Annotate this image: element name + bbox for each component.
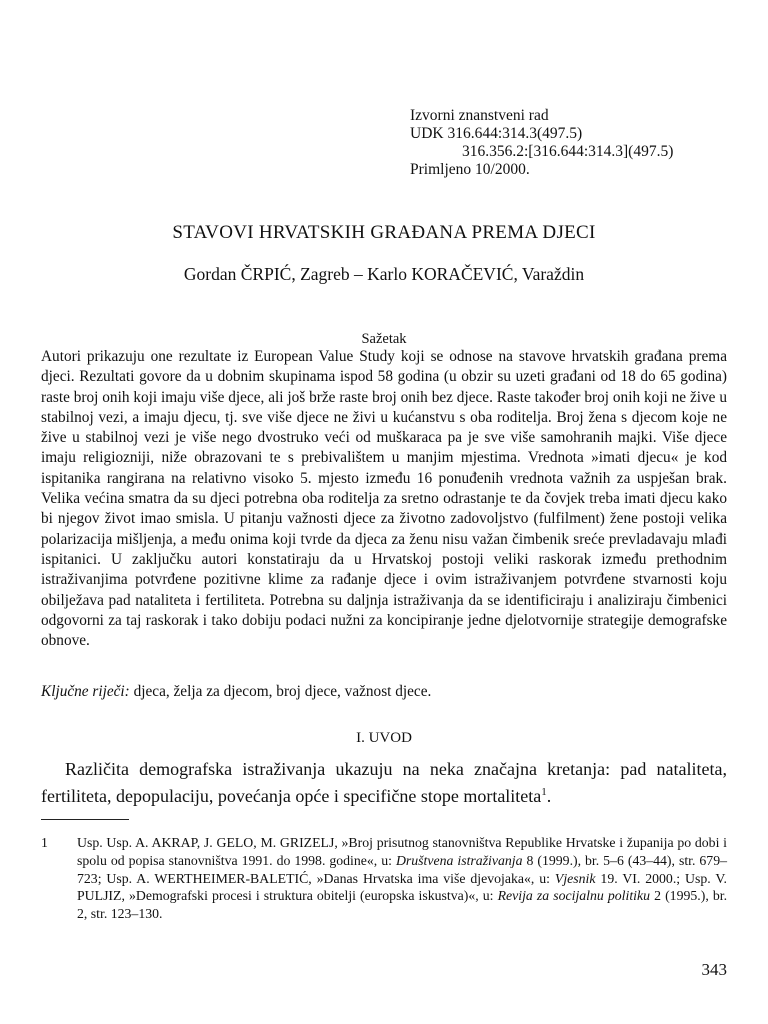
footnote-number: 1 — [41, 835, 48, 850]
journal-title: Revija za socijalnu politiku — [497, 888, 651, 904]
footnote-divider — [41, 819, 129, 820]
keywords-line — [41, 683, 727, 701]
article-metadata — [410, 107, 673, 179]
footnote-reference[interactable]: 1 — [541, 785, 547, 798]
received-date: Primljeno 10/2000. — [410, 161, 530, 178]
journal-title: Vjesnik — [554, 870, 596, 886]
journal-title: Društvena istraživanja — [395, 852, 523, 868]
footnote-part: 8 (1999.), br. 5–6 (43–44), str. 679–723; Usp. A. WERTHEIMER-BALETIĆ, »Danas Hrvatska ima više djevojaka«, u: — [77, 852, 727, 886]
abstract-text: Autori prikazuju one rezultate iz European Value Study koji se odnose na stavove hrvatskih građana prema djeci. Rezultati govore da u dobnim skupinama ispod 58 godina (u obzir su uzeti građani od 18 do 65 godina) raste broj onih koji imaju više djece, ali još brže raste broj onih bez djece. Raste također broj onih koji ne žive u stabilnoj vezi, a imaju djecu, tj. sve više djece ne živi u kućanstvu s oba roditelja. Broj žena s djecom koje ne žive u stabilnoj vezi je više nego dvostruko veći od muškaraca pa je sve više samohranih majki. Više djece imaju religiozniji, niže obrazovani te s prebivalištem u manjim mjestima. Vrednota »imati djecu« je kod ispitanika rangirana na relativno visoko 5. mjesto između 16 ponuđenih vrednota važnih za uspješan brak. Velika većina smatra da su djeci potrebna oba roditelja za sretno odrastanje te da čovjek treba imati djecu kako bi njegov život imao smisla. U pitanju važnosti djece za životno zadovoljstvo (fulfilment) žene postoji velika polarizacija mišljenja, a među onima koji tvrde da djeca za ženu nisu važan čimbenik sreće prevladavaju mlađi ispitanici. U zaključku autori konstatiraju da u Hrvatskoj postoji veliki raskorak između prethodnim istraživanjima potvrđene pozitivne klime za rađanje djece i ovim istraživanjem potvrđene stvarnosti koju obilježava pad nataliteta i fertiliteta. Potrebna su daljnja istraživanja da se identificiraju i analiziraju čimbenici odgovorni za taj raskorak i tako dobiju podaci nužni za koncipiranje jedne djelotvornije strategije demografske obnove. — [41, 348, 727, 650]
abstract-heading: Sažetak — [361, 331, 407, 347]
article-title: STAVOVI HRVATSKIH GRAĐANA PREMA DJECI — [172, 222, 596, 243]
footnote-part: 2 (1995.), br. 2, str. 123–130. — [77, 888, 728, 922]
article-type: Izvorni znanstveni rad — [410, 107, 549, 124]
page-number: 343 — [701, 960, 727, 979]
intro-text: Različita demografska istraživanja ukazuju na neka značajna kretanja: pad nataliteta, fertiliteta, depopulaciju, povećanja opće i specifične stope mortaliteta — [41, 759, 727, 806]
footnote-part: 19. VI. 2000.; Usp. V. PULJIZ, »Demografski procesi i struktura obitelji (europska iskustva)«, u: — [77, 870, 727, 904]
intro-paragraph — [41, 758, 727, 807]
footnote-text — [77, 834, 727, 923]
udk-code-secondary: 316.356.2:[316.644:314.3](497.5) — [462, 143, 674, 160]
footnote-part: Usp. Usp. A. AKRAP, J. GELO, M. GRIZELJ, »Broj prisutnog stanovništva Republike Hrvatske i županija po dobi i spolu od popisa stanovništva 1991. do 1998. godine«, u: — [77, 835, 727, 868]
section-heading: I. UVOD — [356, 730, 412, 746]
udk-code: UDK 316.644:314.3(497.5) — [410, 125, 583, 142]
footnote — [41, 834, 727, 923]
keywords-list: djeca, želja za djecom, broj djece, važnost djece. — [129, 683, 432, 700]
article-authors: Gordan ČRPIĆ, Zagreb – Karlo KORAČEVIĆ, Varaždin — [183, 264, 585, 284]
intro-end: . — [546, 785, 552, 806]
keywords-label: Ključne riječi: — [41, 683, 130, 700]
